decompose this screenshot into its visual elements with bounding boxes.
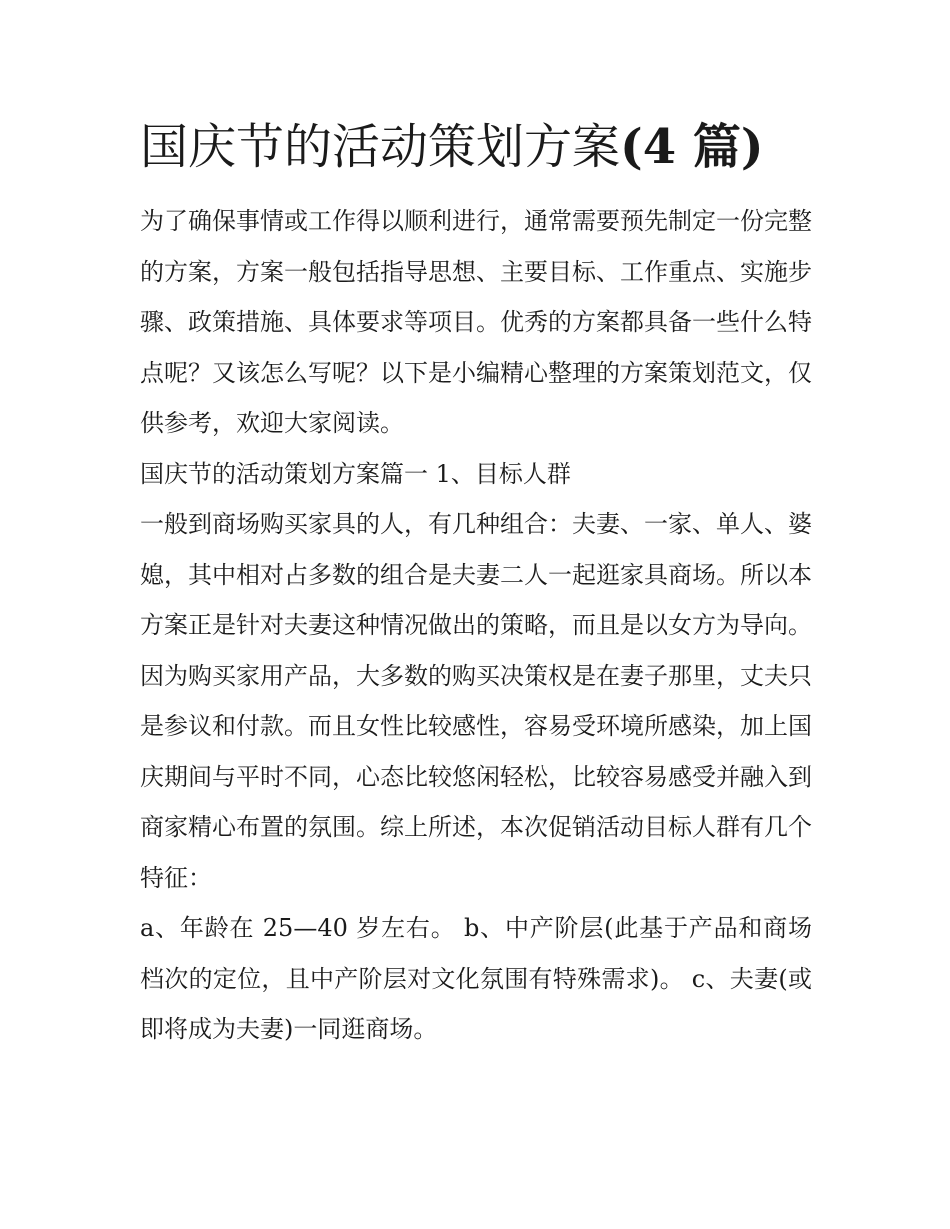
audience-traits-paragraph: a、年龄在 25—40 岁左右。 b、中产阶层(此基于产品和商场档次的定位，且中产阶层对文化氛围有特殊需求)。 c、夫妻(或即将成为夫妻)一同逛商场。: [140, 914, 812, 1043]
document-page: [140, 112, 812, 1055]
section-heading-target-audience: 国庆节的活动策划方案篇一 1、目标人群: [140, 459, 571, 488]
body-paragraph: 因为购买家用产品，大多数的购买决策权是在妻子那里，丈夫只是参议和付款。而且女性比较感性，容易受环境所感染，加上国庆期间与平时不同，心态比较悠闲轻松，比较容易感受并融入到商家精心布置的氛围。综上所述，本次促销活动目标人群有几个特征：: [140, 661, 812, 892]
title-suffix: (4 篇): [620, 119, 764, 175]
intro-paragraph: 为了确保事情或工作得以顺利进行，通常需要预先制定一份完整的方案，方案一般包括指导思想、主要目标、工作重点、实施步骤、政策措施、具体要求等项目。优秀的方案都具备一些什么特点呢？又该怎么写呢？以下是小编精心整理的方案策划范文，仅供参考，欢迎大家阅读。: [140, 207, 812, 437]
body-paragraph: 一般到商场购买家具的人，有几种组合：夫妻、一家、单人、婆媳，其中相对占多数的组合是夫妻二人一起逛家具商场。所以本方案正是针对夫妻这种情况做出的策略，而且是以女方为导向。: [140, 510, 812, 639]
document-title: [140, 112, 812, 182]
title-main: 国庆节的活动策划方案: [140, 119, 621, 175]
